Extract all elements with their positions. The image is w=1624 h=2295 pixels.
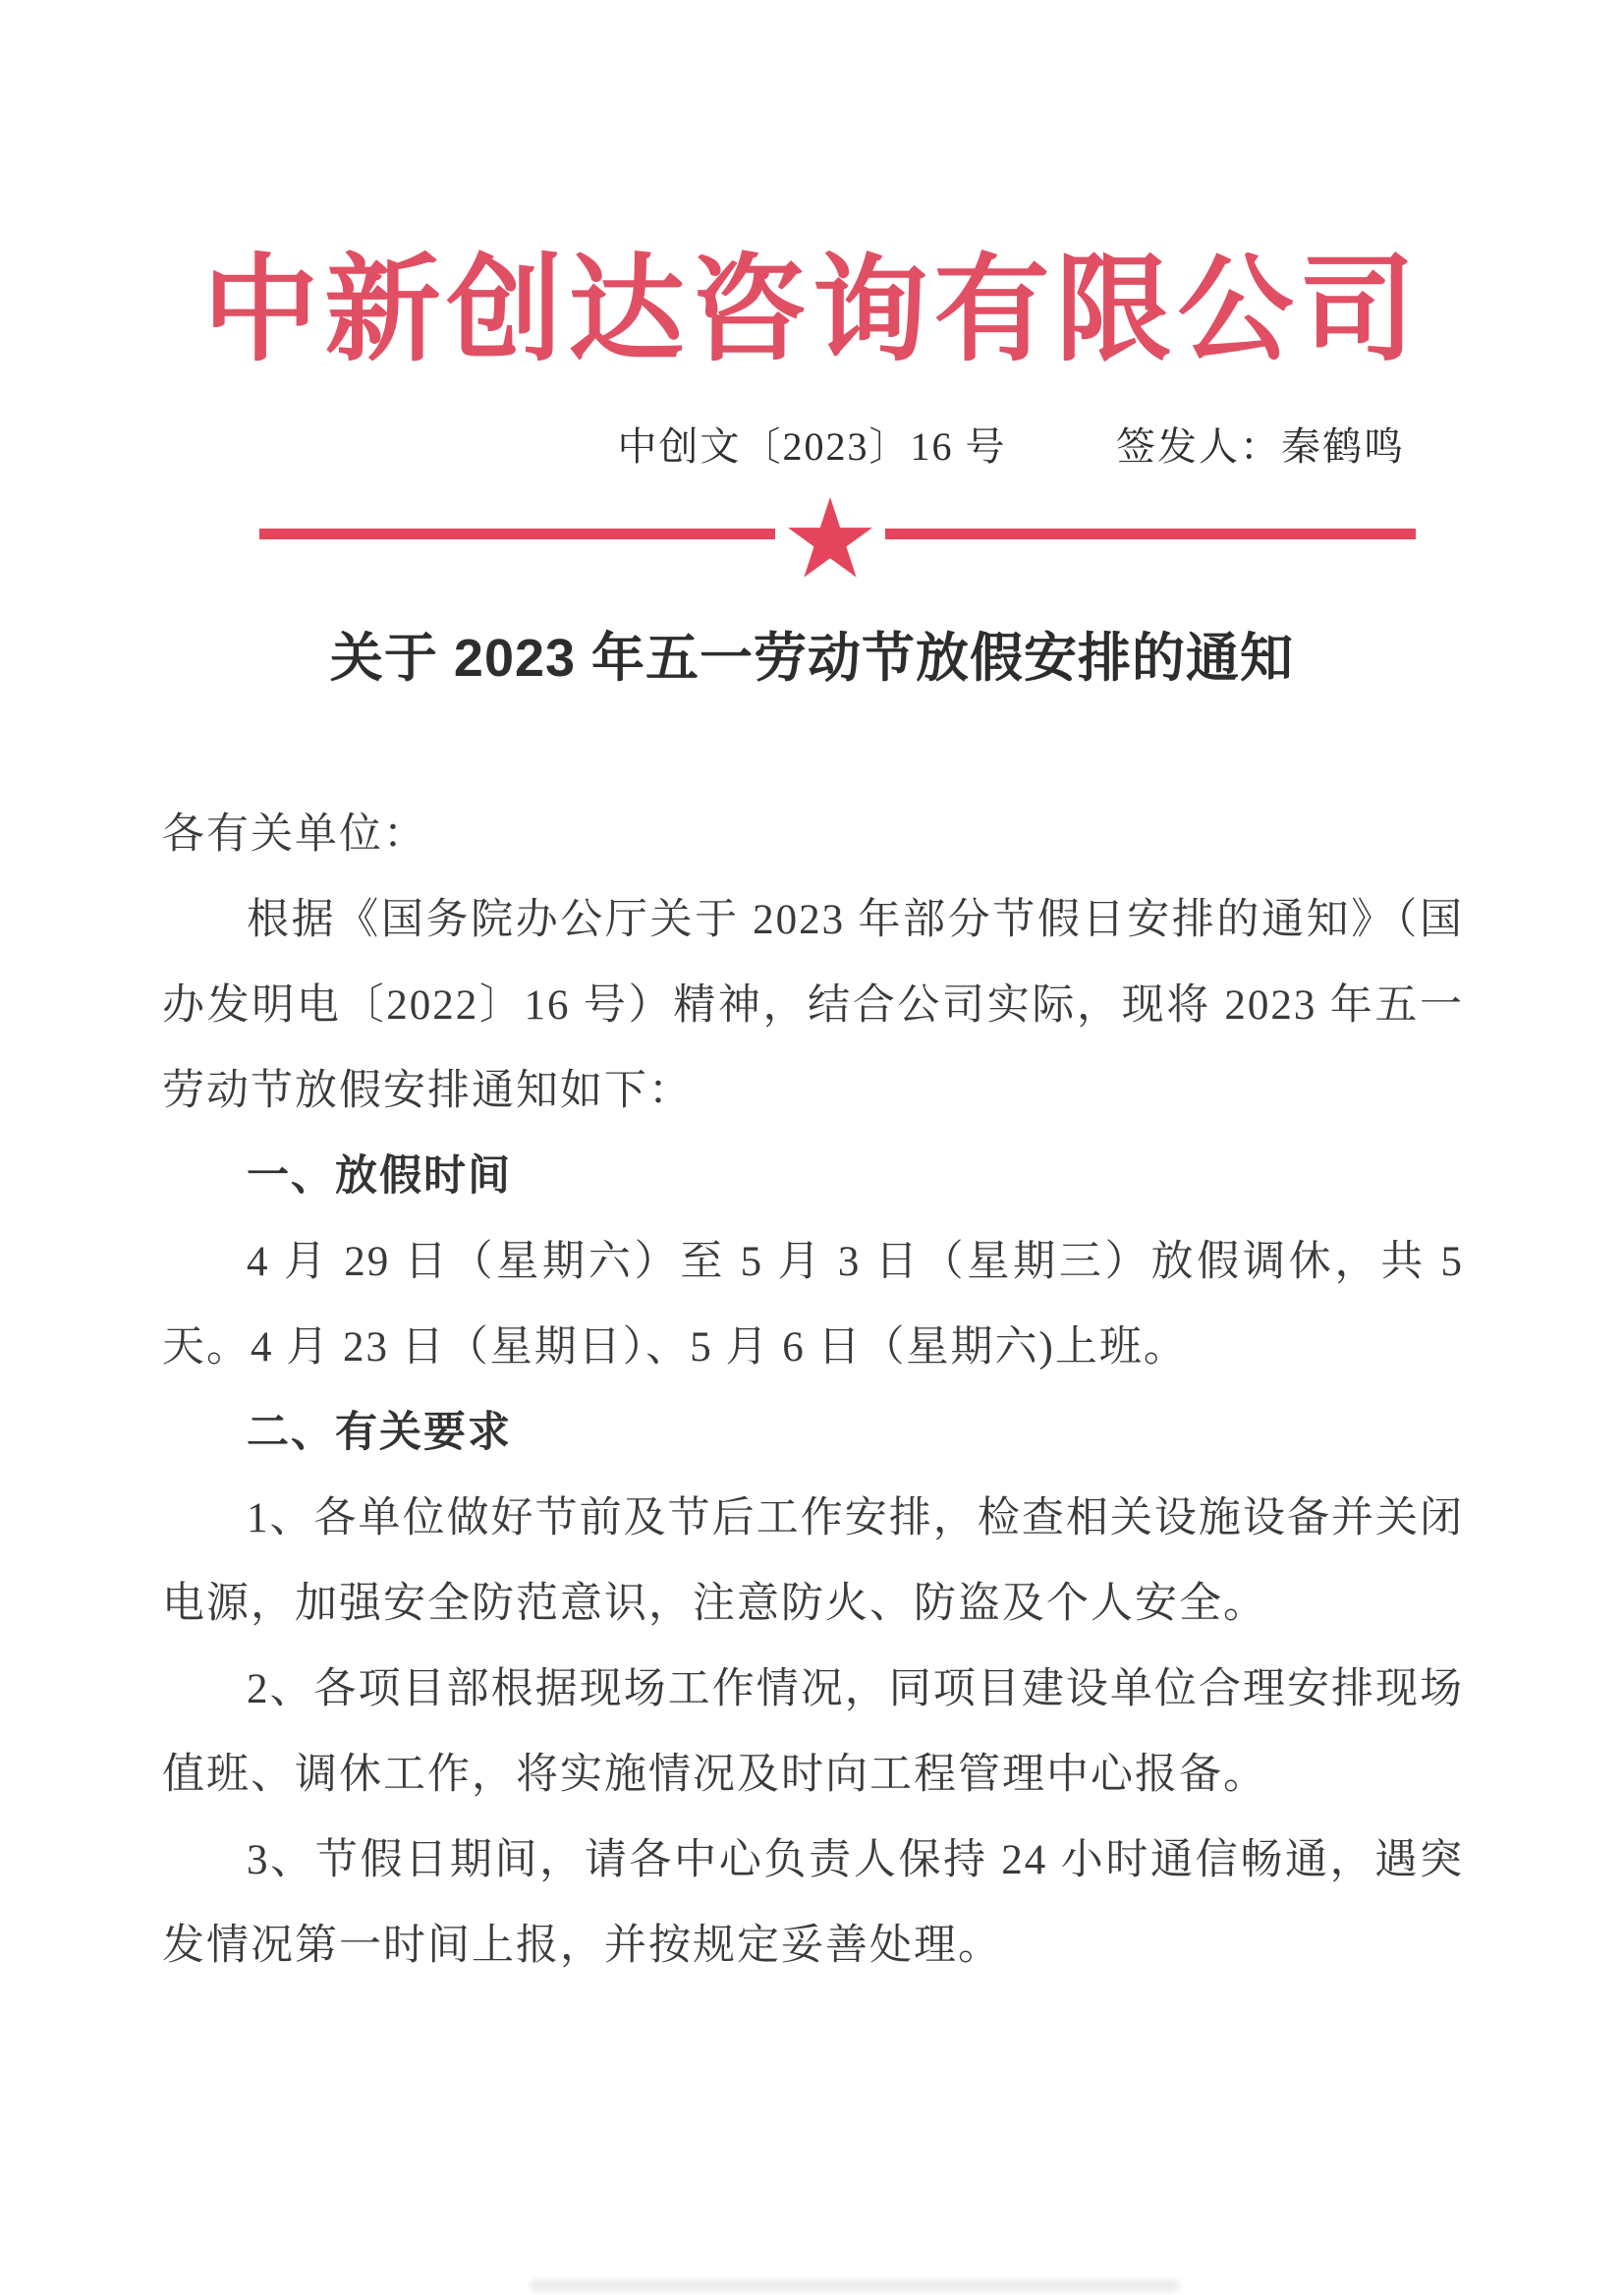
red-star-icon: ★ [780,476,880,604]
body-paragraph: 1、各单位做好节前及节后工作安排，检查相关设施设备并关闭电源，加强安全防范意识，注意防火、防盗及个人安全。 [162,1494,1464,1627]
paragraph-list [162,877,1464,1988]
red-divider [26,476,1624,604]
signer-name: 签发人：秦鹤鸣 [1116,424,1405,470]
section-heading: 一、放假时间 [247,1151,512,1200]
doc-number: 中创文〔2023〕16 号 [617,424,1007,470]
doc-meta-row [0,416,1624,473]
divider-line-left [259,529,775,539]
company-name: 中新创达咨询有限公司 [202,247,1422,375]
body-paragraph: 根据《国务院办公厅关于 2023 年部分节假日安排的通知》（国办发明电〔2022〕16 号）精神，结合公司实际，现将 2023 年五一劳动节放假安排通知如下： [162,896,1464,1114]
body-paragraph: 2、各项目部根据现场工作情况，同项目建设单位合理安排现场值班、调休工作，将实施情况及时向工程管理中心报备。 [162,1665,1464,1798]
body-paragraph: 4 月 29 日（星期六）至 5 月 3 日（星期三）放假调休，共 5 天。4 月 23 日（星期日）、5 月 6 日（星期六)上班。 [162,1238,1464,1371]
salutation: 各有关单位： [162,811,427,858]
divider-line-right [885,529,1416,539]
section-heading: 二、有关要求 [247,1408,512,1456]
cut-off-text-artifact [531,2279,1179,2292]
body-paragraph: 3、节假日期间，请各中心负责人保持 24 小时通信畅通，遇突发情况第一时间上报，并按规定妥善处理。 [162,1836,1464,1969]
document-title: 关于 2023 年五一劳动节放假安排的通知 [329,629,1295,689]
document-body [162,792,1464,1988]
